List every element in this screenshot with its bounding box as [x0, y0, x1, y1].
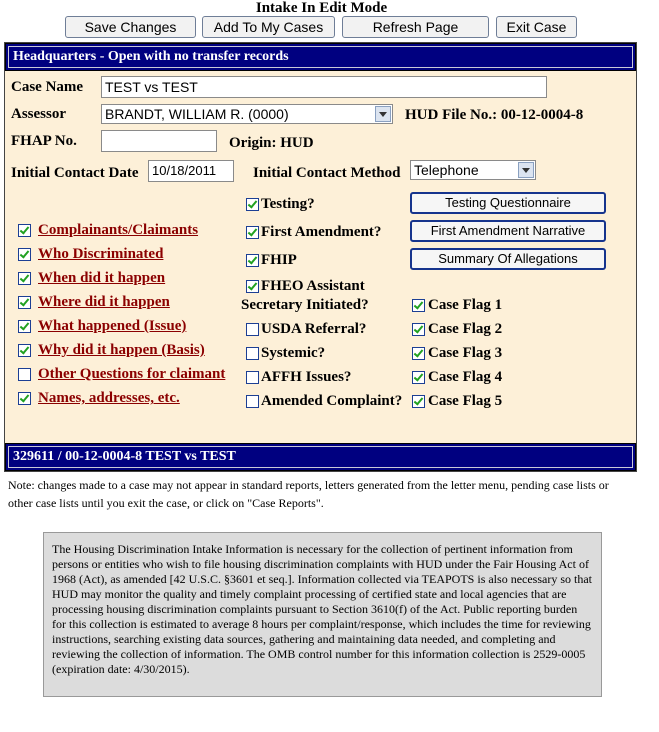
fheo-assistant-checkbox[interactable] [246, 280, 259, 293]
testing-checkbox[interactable] [246, 198, 259, 211]
initial-contact-date-label: Initial Contact Date [11, 165, 139, 181]
status-header-text: Headquarters - Open with no transfer records [8, 46, 633, 68]
what-happened-link[interactable]: What happened (Issue) [38, 318, 187, 334]
where-link[interactable]: Where did it happen [38, 294, 170, 310]
names-addresses-link[interactable]: Names, addresses, etc. [38, 390, 180, 406]
case-flag-3-label: Case Flag 3 [428, 345, 503, 361]
what-happened-checkbox[interactable] [18, 320, 31, 333]
fhip-label: FHIP [261, 252, 297, 268]
case-flag-1-checkbox[interactable] [412, 299, 425, 312]
summary-of-allegations-button[interactable]: Summary Of Allegations [410, 248, 606, 270]
refresh-page-button[interactable]: Refresh Page [342, 16, 489, 38]
systemic-checkbox[interactable] [246, 347, 259, 360]
case-summary-bar [5, 443, 636, 471]
fhip-checkbox[interactable] [246, 254, 259, 267]
case-flag-5-label: Case Flag 5 [428, 393, 503, 409]
first-amendment-checkbox[interactable] [246, 226, 259, 239]
usda-referral-label: USDA Referral? [261, 321, 367, 337]
note-text: Note: changes made to a case may not appear in standard reports, letters generated from the letter menu, pending case lists or other case lists until you exit the case, or click on "Case Reports". [8, 478, 609, 510]
fheo-assistant-label: FHEO Assistant [261, 278, 365, 294]
case-name-input[interactable]: TEST vs TEST [101, 76, 547, 98]
usda-referral-checkbox[interactable] [246, 323, 259, 336]
contact-method-value: Telephone [414, 162, 479, 178]
names-addresses-checkbox[interactable] [18, 392, 31, 405]
complainants-link[interactable]: Complainants/Claimants [38, 222, 199, 238]
hud-file-number: HUD File No.: 00-12-0004-8 [405, 107, 584, 123]
secretary-initiated-label: Secretary Initiated? [241, 297, 369, 313]
amended-complaint-label: Amended Complaint? [261, 393, 403, 409]
save-changes-button[interactable]: Save Changes [65, 16, 196, 38]
intake-panel [4, 42, 637, 472]
amended-complaint-checkbox[interactable] [246, 395, 259, 408]
case-flag-4-label: Case Flag 4 [428, 369, 503, 385]
initial-contact-method-select[interactable] [410, 160, 536, 180]
omb-disclosure-text: The Housing Discrimination Intake Information is necessary for the collection of pertinent information from persons or entities who wish to file housing discrimination complaints with HUD under the Fair Housing Act of 1968 (Act), as amended [42 U.S.C. §3601 et seq.]. Information collected via TEAPOTS is also necessary so that HUD may monitor the quality and timely complaint processing of certified state and local agencies that are processing housing discrimination complaints pursuant to Section 3610(f) of the Act. Public reporting burden for this collection is estimated to average 8 hours per complaint/response, which includes the time for reviewing instructions, searching existing data sources, gathering and maintaining data needed, and completing and reviewing the collection of information. The OMB control number for this information collection is 2529-0005 (expiration date: 4/30/2015). [52, 542, 592, 676]
status-header-bar [5, 43, 636, 71]
fhap-input[interactable] [101, 130, 217, 152]
affh-issues-checkbox[interactable] [246, 371, 259, 384]
who-discriminated-link[interactable]: Who Discriminated [38, 246, 164, 262]
add-to-my-cases-button[interactable]: Add To My Cases [202, 16, 335, 38]
exit-case-button[interactable]: Exit Case [496, 16, 577, 38]
testing-questionnaire-button[interactable]: Testing Questionnaire [410, 192, 606, 214]
initial-contact-date-input[interactable]: 10/18/2011 [148, 160, 234, 182]
complainants-checkbox[interactable] [18, 224, 31, 237]
case-flag-1-label: Case Flag 1 [428, 297, 503, 313]
chevron-down-icon[interactable] [518, 162, 534, 178]
when-link[interactable]: When did it happen [38, 270, 166, 286]
origin-text: Origin: HUD [229, 135, 314, 151]
case-flag-2-label: Case Flag 2 [428, 321, 503, 337]
where-checkbox[interactable] [18, 296, 31, 309]
case-summary-text: 329611 / 00-12-0004-8 TEST vs TEST [8, 446, 633, 468]
systemic-label: Systemic? [261, 345, 326, 361]
case-flag-4-checkbox[interactable] [412, 371, 425, 384]
case-name-label: Case Name [11, 79, 84, 95]
why-link[interactable]: Why did it happen (Basis) [38, 342, 205, 358]
omb-disclosure [43, 532, 602, 697]
who-discriminated-checkbox[interactable] [18, 248, 31, 261]
why-checkbox[interactable] [18, 344, 31, 357]
case-flag-3-checkbox[interactable] [412, 347, 425, 360]
chevron-down-icon[interactable] [375, 106, 391, 122]
assessor-select[interactable] [101, 104, 393, 124]
testing-label: Testing? [261, 196, 315, 212]
first-amendment-label: First Amendment? [261, 224, 382, 240]
case-flag-5-checkbox[interactable] [412, 395, 425, 408]
when-checkbox[interactable] [18, 272, 31, 285]
assessor-value: BRANDT, WILLIAM R. (0000) [105, 106, 289, 122]
assessor-label: Assessor [11, 106, 66, 122]
initial-contact-method-label: Initial Contact Method [253, 165, 401, 181]
page-title: Intake In Edit Mode [255, 0, 388, 16]
affh-issues-label: AFFH Issues? [261, 369, 352, 385]
first-amendment-narrative-button[interactable]: First Amendment Narrative [410, 220, 606, 242]
other-questions-link[interactable]: Other Questions for claimant [38, 366, 226, 382]
fhap-label: FHAP No. [11, 133, 77, 149]
other-questions-checkbox[interactable] [18, 368, 31, 381]
case-flag-2-checkbox[interactable] [412, 323, 425, 336]
